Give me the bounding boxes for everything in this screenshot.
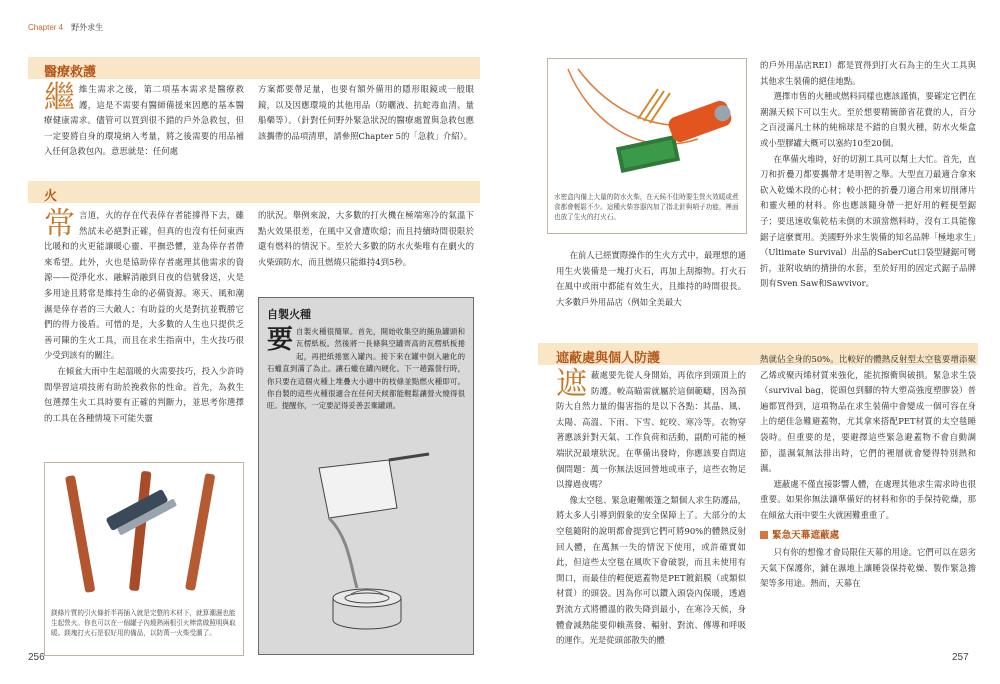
medical-col2-text: 方案都要帶足量，也要有額外備用的隱形眼鏡或一般眼鏡，以及因應環境的其他用品（防曬液、抗蛇毒血清、量船藥等）。（針對任何野外緊急狀況的醫療處置與急救包應該攜帶的品項清單，請參照Chapter 5的「急救」介紹）。 — [258, 84, 474, 141]
fire-col2-text: 的狀況。舉例來說，大多數的打火機在極端寒冷的氣溫下點火效果很差，在風中又會遭吹熄；而且持續時間很限於還有燃料的情況下。至於大多數的防水火柴唯有在劇火的火柴頭防水，而且燃燒只能維持4到5秒。 — [258, 210, 474, 267]
fire-steel-photo — [44, 462, 244, 656]
matches-photo — [547, 58, 747, 234]
sidebar-body — [267, 326, 465, 413]
square-bullet-icon — [760, 531, 768, 539]
right-top-col1-text: 在前人已經實際操作的生火方式中，最理想的通用生火裝備是一塊打火石，再加上刮擦物。打火石在風中或雨中都能有效生火，且維持的時間很長。大多數戶外用品店（例如全美最大 — [556, 250, 746, 307]
page-number-left: 256 — [28, 652, 45, 663]
sidebar-title: 自製火種 — [267, 309, 311, 321]
shelter-col1 — [556, 368, 746, 649]
fire-section-title: 火 — [44, 188, 58, 203]
medical-col2 — [258, 82, 474, 144]
tarp-subheading — [760, 528, 976, 544]
right-top-col2 — [760, 58, 976, 292]
page-number-right: 257 — [952, 652, 969, 663]
wax-pour-illustration — [289, 448, 449, 648]
fire-col1 — [44, 208, 244, 426]
medical-col1 — [44, 82, 244, 160]
shelter-drop-cap: 遮 — [556, 366, 587, 402]
right-top-col2-p1: 的戶外用品店REI）都是買得到打火石為主的生火工具與其他求生裝備的絕佳地點。 — [760, 60, 976, 86]
fire-steel-caption: 鎂條片質的引火條折半再插入就是完整的木材下，就算潮濕也能生起營火。你也可以在一個罐子內燒熱兩根引火棒當做照明與取暖。鎂塊打火石是很好用的備品，以防萬一火柴受潮了。 — [51, 610, 236, 637]
shelter-col2-p1: 熱就佔全身的50%。比較好的體熱反射型太空毯要增添聚乙烯或聚丙烯材質來強化，能抗擦衝與破損。緊急求生袋（survival bag，從頭包到腳的特大塑高強度塑膠袋）普遍都買得到，這項物品在求生裝備中會變成一個可容在身上的絕佳急難避蓋物，尤其拿來搭配PET材質的太空毯睡袋時。但重要的是，要避擇這些緊急避蓋物不會自動調節，溫濕氣無法排出時，它們的裡層就會變得特別熱和濕。 — [760, 354, 976, 474]
fire-title-band — [28, 181, 480, 203]
fire-steel-image — [45, 463, 243, 603]
sidebar-text: 自製火種很簡單。首先，開始收集空的鮪魚罐頭和瓦楞紙板。然後將一長條與空罐齊高的瓦楞紙板捲起，再把紙捲塞入罐內。接下來在罐中倒入融化的石蠟直到滿了為止。讓石蠟在罐內硬化。下一趟露營行時，你只要在這個火種上堆疊大小適中的枝條並點燃火種即可。你自製的這些火種很適合在任何天候都能輕鬆讓營火燒得很旺。提醒你，一定要記得妥善丟棄罐頭。 — [267, 327, 465, 411]
right-top-col1 — [556, 248, 746, 310]
fire-drop-cap: 常 — [44, 206, 75, 242]
fire-col1-p1: 言道，火的存在代表倖存者能撐得下去，雖然試未必絕對正確，但真的也沒有任何東西比暖和的火更能讓暖心靈、平撫恐懼，並為倖存者帶來希望。此外，火也是協助倖存者處理其他需求的資源——從淨化水、融解消融到日夜的信號發送，火是多用途且將常是維持生命的必備資源。寒天、風和潮濕是倖存者的三大敵人；有助益的火是對抗並戰勝它們的得力後盾。可惜的是，大多數的人生也只提供乏善可陳的生火工具，而且在求生指南中，生火技巧很少受到該有的關注。 — [44, 210, 244, 361]
matches-caption: 水密盒內備上大量的防水火柴，在天候不佳時要生營火效暖或煮食都會輕鬆不少。這種火柴容器內加了指北針與哨子功能，裡面也放了生火的打火石。 — [554, 194, 739, 221]
shelter-col1-p1: 蔽處要先從人身開始，再依序到頭頂上的防護。較高瞄需就屬於這個範疇，因為預防大自然力量的傷害指的是以下各點：其晶、風、太陽、高溫、下雨、下雪、蛇咬、寒冷等。衣物穿著應該針對天氣、工作負荷和活動，副酌可能的極端狀況最壞狀況。在準備出發時，你應該要自問這個問題：萬一你無法返回營地或車子，這些衣物足以撐過夜嗎？ — [556, 370, 746, 490]
chapter-title: 野外求生 — [71, 23, 104, 32]
chapter-label: Chapter 4 — [28, 23, 64, 32]
diy-tinder-sidebar — [258, 297, 474, 655]
shelter-section-title: 遮蔽處與個人防護 — [556, 350, 661, 365]
fire-col1-p2: 在傾盆大雨中生起溫暖的火需要技巧，投入少許時間學習這項技術有助於挽救你的性命。首先，為救生包選擇生火工具時要有正確的判斷力，並思考你選擇的工具在各種情境下可能失靈 — [44, 365, 244, 423]
shelter-col1-p2: 像太空毯、緊急避難帳篷之類個人求生防護品，將太多人引導到假象的安全保障上了。大部分的太空毯隨附的說明都會提到它們可將90%的體熱反射回人體，在萬無一失的情況下使用，或許確實如此，但這些太空毯在風吹下會破裂，而且未使用有開口，而最佳的輕便遮蓋物是PET鍍鋁膜（或類似材質）的頭袋。因為你可以鑽入頭袋內保暖，透過對流方式將體溫的散失降到最小，在寒冷天候，身體會減熱能要仰賴蒸發、輻射、對流、傳導和呼吸的運作。光是從頭部散失的體 — [556, 494, 746, 646]
shelter-col2-p2: 遮蔽處不僅直接影響人體，在處理其他求生需求時也很重要。如果你無法讓準備好的材料和你的手保持乾燥，那在傾盆大雨中要生火就困難重重了。 — [760, 478, 976, 520]
matches-image — [548, 59, 746, 187]
tarp-subheading-text: 緊急天幕遮蔽處 — [772, 529, 840, 541]
medical-col1-text: 維生需求之後，第二項基本需求是醫療救護，這是不需要有醫師備援來因應的基本醫療健康需求。儘管可以買到很不錯的戶外急救包，但一定要將自身的環境納入考量，將之後需要的用品補入任何急救包內。意思就是：任何處 — [44, 84, 244, 157]
tarp-text: 只有你的想像才會局限住天幕的用途。它們可以在惡劣天氣下保護你，鋪在濕地上讓睡袋保持乾燥、製作緊急擔架等多用途。熱而，天幕在 — [760, 547, 976, 589]
running-header — [28, 22, 103, 33]
sidebar-drop-cap: 要 — [267, 324, 294, 354]
right-top-col2-p2: 選擇市售的火種或燃料同樣也應該謹慎，要確定它們在潮濕天候下可以生火。至於想要精簡節省花費的人，百分之百浸滿凡士林的純棉球是不錯的自製火種，防水火柴盒或小型膠罐大概可以塞約10至20個。 — [760, 91, 976, 148]
medical-drop-cap: 繼 — [44, 80, 75, 116]
shelter-col2 — [760, 352, 976, 592]
right-top-col2-p3: 在準備火堆時，好的切割工具可以幫上大忙。首先，直刀和折疊刀都要攜帶才是明智之舉。大型直刀最適合拿來砍入乾燥木段的心材；較小把的折疊刀適合用來切削薄片和靈火種的材料。你也應該隨身帶一把好用的輕便型鋸子；要迅速收集乾枯未倒的木頭當燃料時，沒有工具能像鋸子這麼實用。美國野外求生裝備的知名品牌「極地求生」（Ultimate Survival）出品的SaberCut口袋型鏈鋸可彎折，並附收納的揹掛的水套，至於好用的固定式鋸子品牌則有Sven Saw和Sawvivor。 — [760, 153, 976, 289]
medical-section-title: 醫療救護 — [44, 64, 97, 79]
fire-col2 — [258, 208, 474, 270]
